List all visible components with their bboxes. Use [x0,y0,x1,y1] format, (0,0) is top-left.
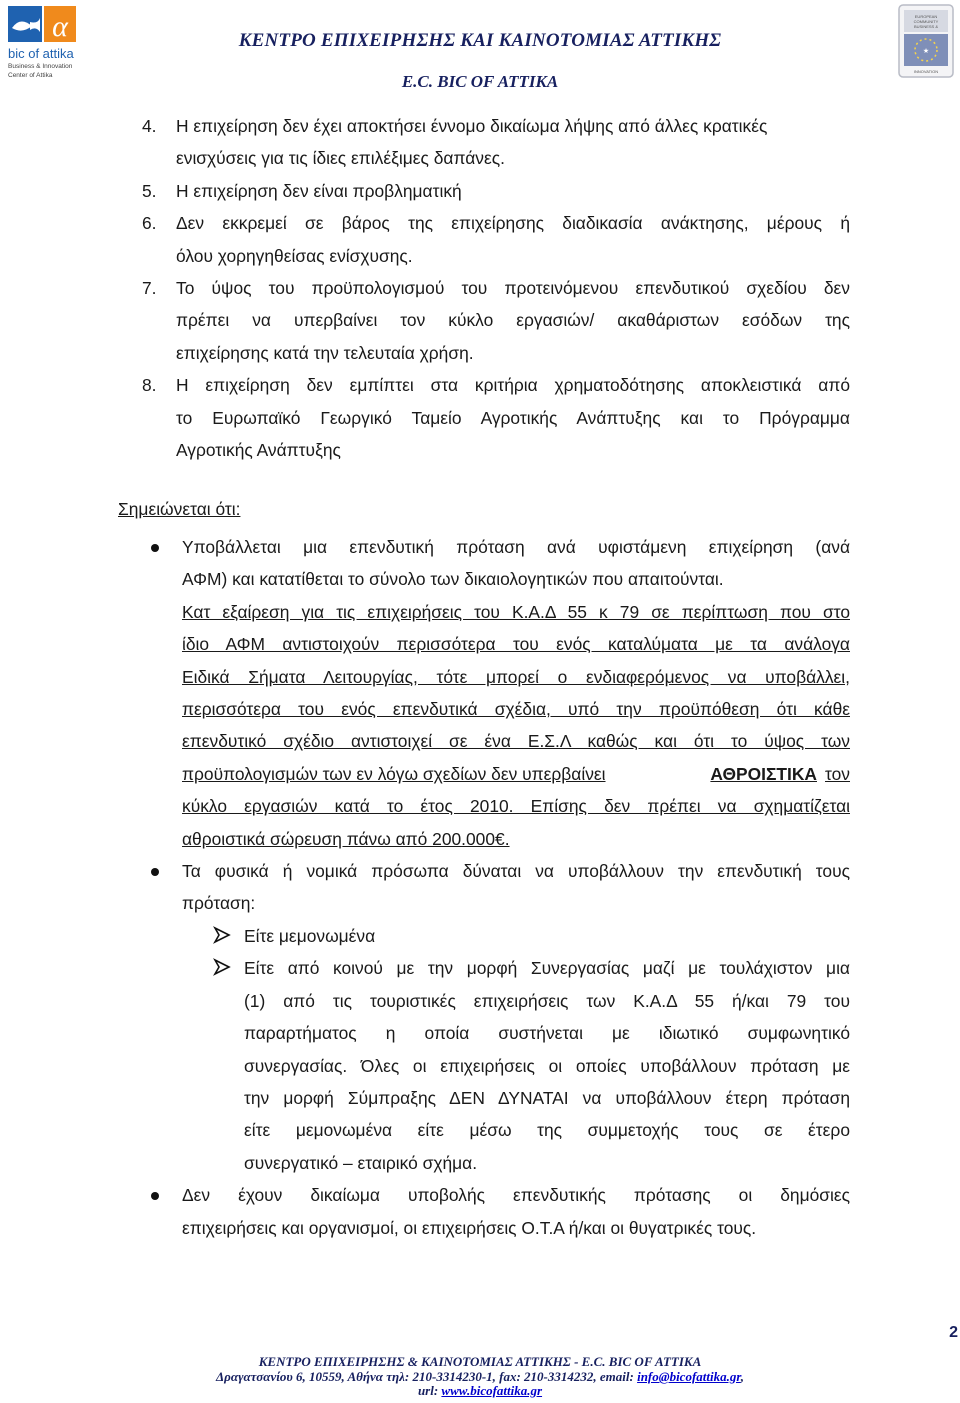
logo-text: bic of attika [8,46,74,61]
page-number: 2 [949,1324,958,1341]
list-item: 6. Δεν εκκρεμεί σε βάρος της επιχείρησης διαδικασία ανάκτησης, μέρους ή όλου χορηγηθείσας ενίσχυσης. [0,207,850,272]
website-link[interactable]: www.bicofattika.gr [441,1383,543,1398]
bullet-item: Υποβάλλεται μια επενδυτική πρόταση ανά υφιστάμενη επιχείρηση (ανά ΑΦΜ) και κατατίθεται το σύνολο των δικαιολογητικών που απαιτούνται. Κατ εξαίρεση για τις επιχειρήσεις του Κ.Α.Δ 55 κ 79 σε περίπτωση που στο ίδιο ΑΦΜ αντιστοιχούν περισσότερα του ενός καταλύματα με τα ανάλογα Ειδικά Σήματα Λειτουργίας, τότε μπορεί ο ενδιαφερόμενος να υποβάλλει, περισσότερα του ενός επενδυτικά σχέδια, υπό την προϋπόθεση ότι κάθε επενδυτικό σχέδιο αντιστοιχεί σε ένα Ε.Σ.Λ καθώς και ότι το ύψος των προϋπολογισμών των εν λόγω σχεδίων δεν υπερβαίνει ΑΘΡΟΙΣΤΙΚΑ τον κύκλο εργασιών κατά το έτος 2010. Επίσης δεν πρέπει να σχηματίζεται αθροιστικά σώρευση πάνω από 200.000€. [0,531,850,855]
list-item: 8. Η επιχείρηση δεν εμπίπτει στα κριτήρια χρηματοδότησης αποκλειστικά από το Ευρωπαϊκό Γεωργικό Ταμείο Αγροτικής Ανάπτυξης και το Πρόγραμμα Αγροτικής Ανάπτυξης [0,369,850,466]
logo-tagline1: Business & Innovation [8,63,73,70]
bullet-dot-icon [151,868,159,876]
svg-text:★: ★ [922,48,930,55]
bullet-list [0,531,960,1244]
footer-line-2: Δραγατσανίου 6, 10559, Αθήνα τηλ: 210-3314230-1, fax: 210-3314232, email: info@bicofattika.gr, [216,1369,744,1384]
emphasis-text: ΑΘΡΟΙΣΤΙΚΑ [710,763,817,784]
numbered-list [0,110,960,466]
svg-text:BUSINESS &: BUSINESS & [913,24,939,29]
footer-line-3: url: www.bicofattika.gr [417,1383,543,1398]
bullet-item: Τα φυσικά ή νομικά πρόσωπα δύναται να υποβάλλουν την επενδυτική τους πρόταση: [0,855,850,920]
note-heading: Σημειώνεται ότι: [118,499,241,519]
arrow-bullet-icon [213,958,231,976]
bullet-dot-icon [151,544,159,552]
item-number: 4. [142,116,157,136]
header-subtitle: E.C. BIC OF ATTIKA [401,72,559,91]
email-link[interactable]: info@bicofattika.gr [637,1369,741,1384]
logo-tagline2: Center of Attika [8,72,53,79]
header-title: ΚΕΝΤΡΟ ΕΠΙΧΕΙΡΗΣΗΣ ΚΑΙ ΚΑΙΝΟΤΟΜΙΑΣ ΑΤΤΙΚΗΣ [238,30,722,51]
bullet-item: Δεν έχουν δικαίωμα υποβολής επενδυτικής πρότασης οι δημόσιες επιχειρήσεις και οργανισμοί, οι επιχειρήσεις Ο.Τ.Α ή/και οι θυγατρικές τους. [0,1179,850,1244]
svg-text:EUROPEAN: EUROPEAN [914,14,938,19]
item-number: 7. [142,278,157,299]
sub-bullet-item: Είτε μεμονωμένα [0,920,850,952]
list-item: 7. Το ύψος του προϋπολογισμού του προτεινόμενου επενδυτικού σχεδίου δεν πρέπει να υπερβαίνει τον κύκλο εργασιών/ ακαθάριστων εσόδων της επιχείρησης κατά την τελευταία χρήση. [0,272,850,369]
list-item: 5. Η επιχείρηση δεν είναι προβληματική [0,175,850,207]
svg-text:COMMUNITY: COMMUNITY [913,19,939,24]
item-number: 6. [142,213,157,234]
arrow-bullet-icon [213,926,231,944]
bullet-dot-icon [151,1192,159,1200]
item-number: 5. [142,180,157,201]
svg-text:INNOVATION: INNOVATION [913,69,939,74]
sub-bullet-item: Είτε από κοινού με την μορφή Συνεργασίας μαζί με τουλάχιστον μια (1) από τις τουριστικές επιχειρήσεις των Κ.Α.Δ 55 ή/και 79 του παραρτήματος η οποία συστήνεται με ιδιωτικό συμφωνητικό συνεργασίας. Όλες οι επιχειρήσεις οι οποίες υποβάλλουν πρόταση με την μορφή Σύμπραξης ΔΕΝ ΔΥΝΑΤΑΙ να υποβάλλουν έτερη πρόταση είτε μεμονωμένα είτε μέσω της συμμετοχής τους σε έτερο συνεργατικό – εταιρικό σχήμα. [0,952,850,1179]
footer-line-1: ΚΕΝΤΡΟ ΕΠΙΧΕΙΡΗΣΗΣ & ΚΑΙΝΟΤΟΜΙΑΣ ΑΤΤΙΚΗΣ - E.C. BIC OF ATTIKA [258,1354,702,1369]
list-item: 4. Η επιχείρηση δεν έχει αποκτήσει έννομο δικαίωμα λήψης από άλλες κρατικές ενισχύσεις για τις ίδιες επιλέξιμες δαπάνες. [0,110,850,175]
svg-text:α: α [52,10,68,43]
item-number: 8. [142,375,157,396]
